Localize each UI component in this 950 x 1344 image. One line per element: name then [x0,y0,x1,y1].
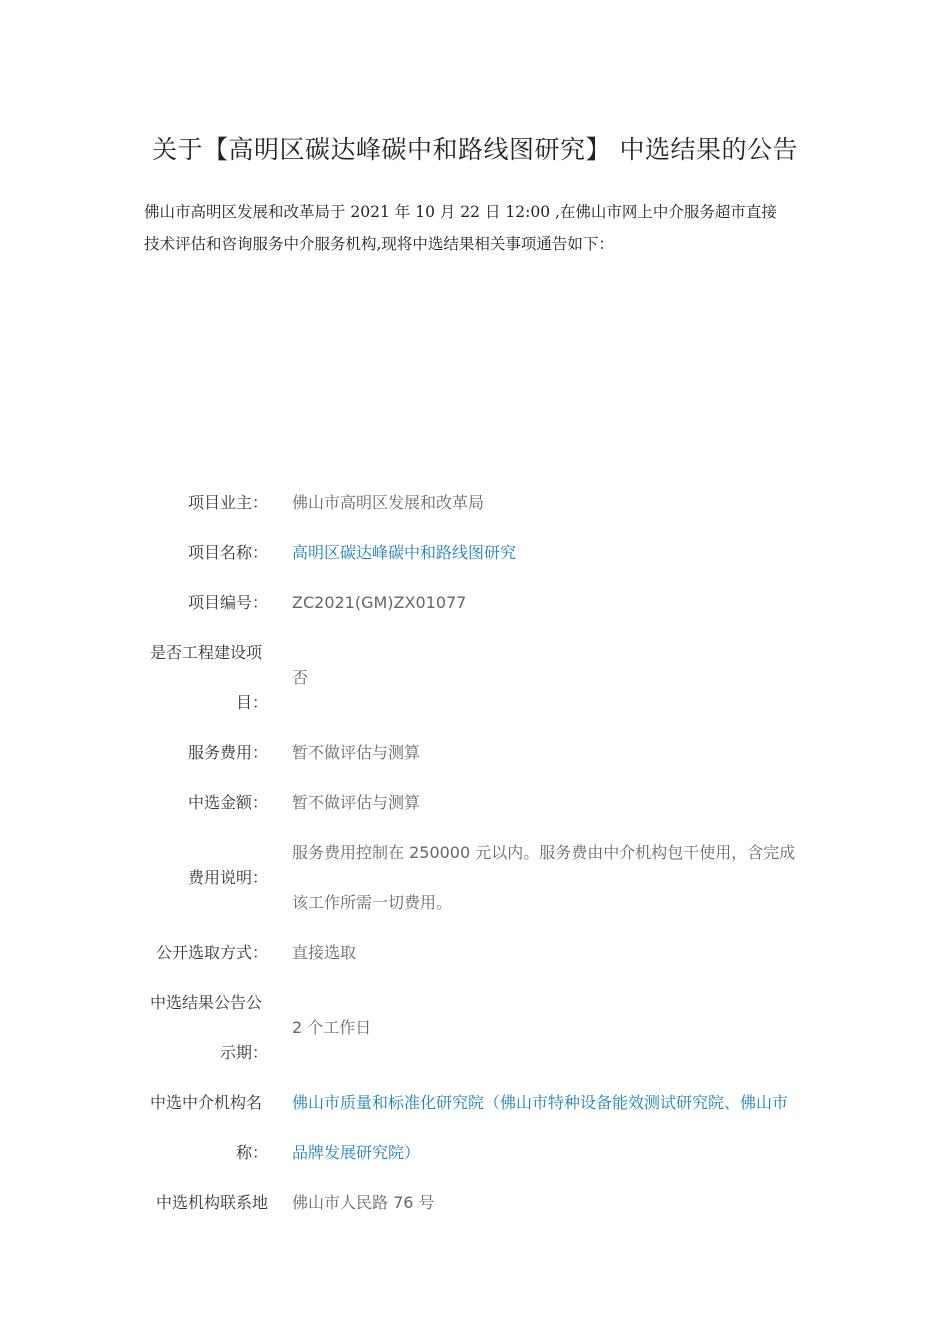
intro-line: 技术评估和咨询服务中介服务机构,现将中选结果相关事项通告如下： [144,235,614,253]
agency-name-label-line2: 称： [235,1143,268,1162]
row-publicity-period [140,978,820,1078]
row-agency-address [140,1178,820,1228]
agency-name-line[interactable]: 佛山市质量和标准化研究院（佛山市特种设备能效测试研究院、佛山市 [292,1093,789,1112]
agency-address-label: 中选机构联系地 [155,1193,268,1212]
row-agency-name [140,1078,820,1178]
publicity-period-label-line2: 示期： [219,1043,268,1062]
owner-label: 项目业主： [187,493,268,512]
project-name-link[interactable]: 高明区碳达峰碳中和路线图研究 [292,543,517,562]
row-fee-note [140,828,820,928]
fee-note-label: 费用说明： [187,868,268,887]
selection-method-value: 直接选取 [292,943,357,962]
fee-note-line: 该工作所需一切费用。 [292,893,453,912]
intro-line: 佛山市高明区发展和改革局于 2021 年 10 月 22 日 12:00 ,在佛山市网上中介服务超市直接 [144,203,777,221]
agency-name-label-line1: 中选中介机构名 [150,1093,263,1112]
agency-name-link[interactable] [292,1078,817,1178]
service-fee-label: 服务费用： [187,743,268,762]
agency-address-value: 佛山市人民路 76 号 [292,1193,435,1212]
row-award-amount [140,778,820,828]
agency-name-label [140,1078,268,1178]
service-fee-value: 暂不做评估与测算 [292,743,421,762]
is-engineering-label-line2: 目： [235,693,268,712]
is-engineering-value: 否 [292,668,309,687]
row-selection-method [140,928,820,978]
row-service-fee [140,728,820,778]
project-code-value: ZC2021(GM)ZX01077 [292,593,467,612]
row-owner [140,478,820,528]
award-amount-label: 中选金额： [187,793,268,812]
project-code-label: 项目编号： [187,593,268,612]
award-amount-value: 暂不做评估与测算 [292,793,421,812]
publicity-period-label-line1: 中选结果公告公 [150,993,263,1012]
intro-paragraph [144,196,816,260]
row-is-engineering [140,628,820,728]
is-engineering-label-line1: 是否工程建设项 [150,643,263,662]
agency-name-line[interactable]: 品牌发展研究院） [292,1143,421,1162]
fee-note-line: 服务费用控制在 250000 元以内。服务费由中介机构包干使用，含完成 [292,843,796,862]
publicity-period-value: 2 个工作日 [292,1018,372,1037]
row-project-name [140,528,820,578]
fee-note-value [292,828,817,928]
row-project-code [140,578,820,628]
selection-method-label: 公开选取方式： [155,943,268,962]
project-info-table [140,478,820,1228]
publicity-period-label [140,978,268,1078]
owner-value: 佛山市高明区发展和改革局 [292,493,485,512]
page-title: 关于【高明区碳达峰碳中和路线图研究】 中选结果的公告 [152,135,798,164]
project-name-label: 项目名称： [187,543,268,562]
is-engineering-label [140,628,268,728]
